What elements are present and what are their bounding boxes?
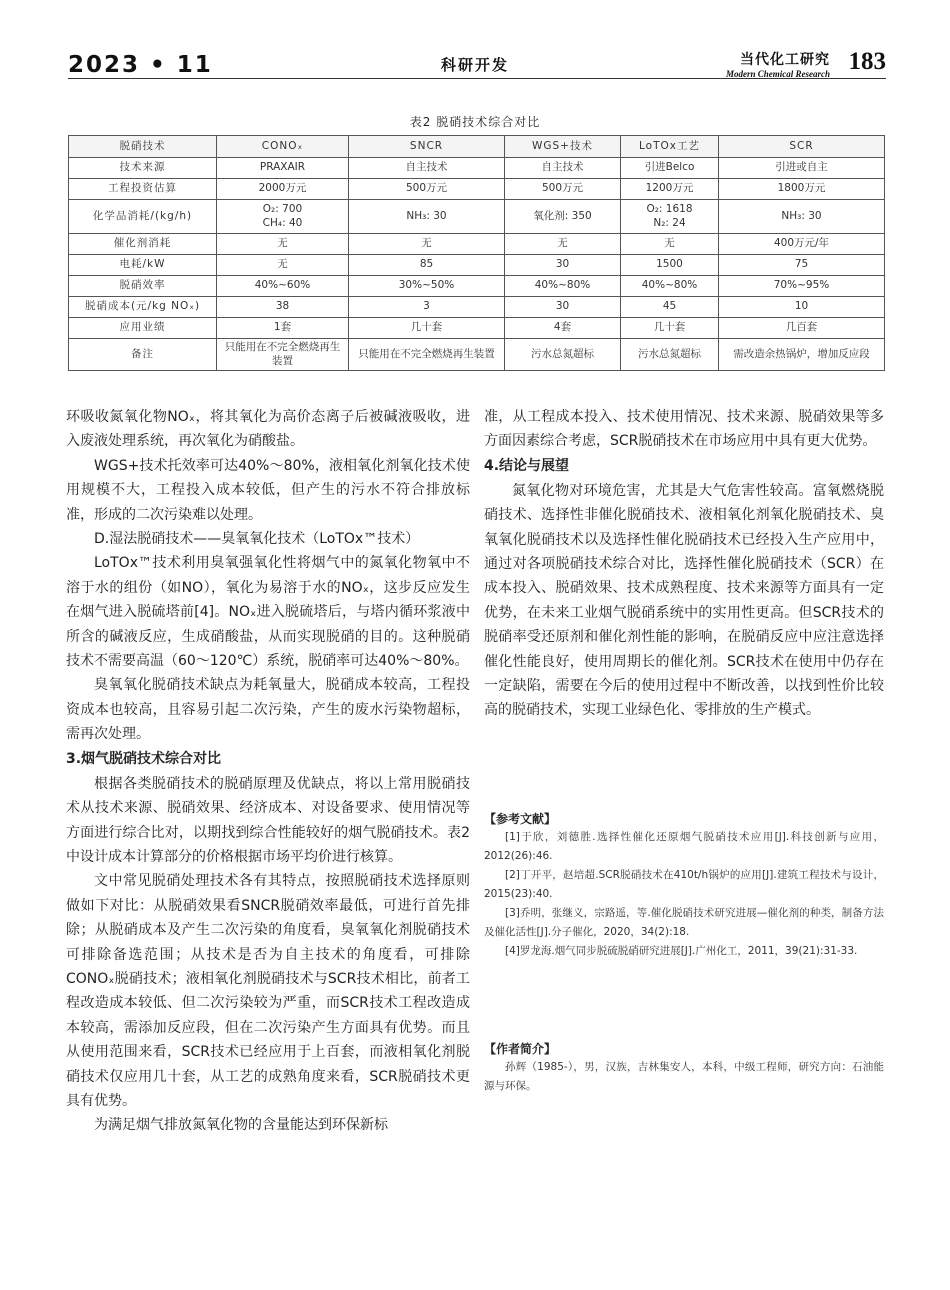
table-row [69,234,885,255]
table-header-cell: LoTOx工艺 [621,136,719,158]
table-cell: 38 [217,297,349,318]
paragraph: 环吸收氮氧化物NOₓ，将其氧化为高价态离子后被碱液吸收，进入废液处理系统，再次氧化为硝酸盐。 [66,409,470,450]
table-cell: 氧化剂: 350 [505,200,621,234]
table-row [69,318,885,339]
table-cell: 40%~80% [621,276,719,297]
table-cell: 自主技术 [349,158,505,179]
table-cell: 400万元/年 [719,234,885,255]
table-cell: 引进Belco [621,158,719,179]
row-header: 电耗/kW [69,255,217,276]
paragraph: 氮氧化物对环境危害，尤其是大气危害性较高。富氧燃烧脱硝技术、选择性非催化脱硝技术、液相氧化剂氧化脱硝技术、臭氧氧化脱硝技术以及选择性催化脱硝技术已经投入生产应用中，通过对各项脱硝技术综合对比，选择性催化脱硝技术（SCR）在成本投入、脱硝效果、技术成熟程度、技术来源等方面具有一定优势，在未来工业烟气脱硝系统中的实用性更高。但SCR技术的脱硝率受还原剂和催化剂性能的影响，在脱硝反应中应注意选择催化性能良好，使用周期长的催化剂。SCR技术在使用中仍存在一定缺陷，需要在今后的使用过程中不断改善，以找到性价比较高的脱硝技术，实现工业绿色化、零排放的生产模式。 [484,482,884,719]
table-row [69,158,885,179]
table-cell: PRAXAIR [217,158,349,179]
table-cell: 30 [505,297,621,318]
header-rule [68,78,886,79]
table-cell: 无 [505,234,621,255]
table-cell: 40%~60% [217,276,349,297]
journal-name-en: Modern Chemical Research [725,69,830,79]
table-cell: 自主技术 [505,158,621,179]
table-header-cell: SCR [719,136,885,158]
table-cell: 500万元 [349,179,505,200]
table-header-cell: WGS+技术 [505,136,621,158]
table-header-cell: SNCR [349,136,505,158]
table-cell: 2000万元 [217,179,349,200]
journal-name-cn: 当代化工研究 [740,52,830,68]
table-cell: 引进或自主 [719,158,885,179]
table-cell: 30%~50% [349,276,505,297]
subheading: D.湿法脱硝技术——臭氧氧化技术（LoTOx™技术） [94,531,420,548]
table-cell: NH₃: 30 [719,200,885,234]
chem-line: O₂: 1618 [646,203,693,216]
author-bio [484,1040,884,1096]
chem-line: N₂: 24 [653,216,686,229]
table-caption: 表2 脱硝技术综合对比 [409,115,541,129]
paragraph: 文中常见脱硝处理技术各有其特点，按照脱硝技术选择原则做如下对比：从脱硝效果看SNCR脱硝效率最低，可进行首先排除；从脱硝成本及产生二次污染的角度看，臭氧氧化剂脱硝技术可排除备选范围；从技术是否为自主技术的角度看，可排除CONOₓ脱硝技术；液相氧化剂脱硝技术与SCR技术相比，前者工程改造成本较低、但二次污染较为严重，而SCR技术工程改造成本较高，需添加反应段，但在二次污染产生方面具有优势。而且从使用范围来看，SCR技术已经应用于上百套，而液相氧化剂脱硝技术仅应用几十套，从工艺的成熟角度来看，SCR脱硝技术更具有优势。 [66,873,470,1109]
row-header: 催化剂消耗 [69,234,217,255]
table-header-cell: CONOₓ [217,136,349,158]
author-title: 【作者简介】 [484,1042,557,1056]
references-title: 【参考文献】 [484,812,557,826]
table-row [69,255,885,276]
table-cell: 几十套 [349,318,505,339]
reference-item: [1]于欣，刘德胜.选择性催化还原烟气脱硝技术应用[J].科技创新与应用，2012(26):46. [484,831,884,862]
row-header: 工程投资估算 [69,179,217,200]
table-row [69,297,885,318]
table-cell: 只能用在不完全燃烧再生装置 [349,339,505,371]
table-cell: 85 [349,255,505,276]
chem-line: CH₄: 40 [262,216,303,229]
paragraph: 准，从工程成本投入、技术使用情况、技术来源、脱硝效果等多方面因素综合考虑，SCR脱硝技术在市场应用中具有更大优势。 [484,409,884,450]
table-cell: 需改造余热锅炉，增加反应段 [719,339,885,371]
right-column [484,405,884,723]
table-cell: 10 [719,297,885,318]
table-cell: 几百套 [719,318,885,339]
table-cell: 只能用在不完全燃烧再生装置 [217,339,349,371]
table-cell: 40%~80% [505,276,621,297]
table-cell: 30 [505,255,621,276]
table-cell [217,200,349,234]
table-cell: 1200万元 [621,179,719,200]
table-cell: 1套 [217,318,349,339]
table-row [69,200,885,234]
table-cell: NH₃: 30 [349,200,505,234]
row-header: 备注 [69,339,217,371]
paragraph: 根据各类脱硝技术的脱硝原理及优缺点，将以上常用脱硝技术从技术来源、脱硝效果、经济成本、对设备要求、使用情况等方面进行综合比对，以期找到综合性能较好的烟气脱硝技术。表2中设计成本计算部分的价格根据市场平均价进行核算。 [66,775,470,865]
table-header-row [69,136,885,158]
paragraph: WGS+技术托效率可达40%～80%，液相氧化剂氧化技术使用规模不大，工程投入成本较低，但产生的污水不符合排放标准，形成的二次污染难以处理。 [66,457,470,523]
page-number: 183 [848,48,886,75]
paragraph: 臭氧氧化脱硝技术缺点为耗氧量大，脱硝成本较高，工程投资成本也较高，且容易引起二次污染，产生的废水污染物超标，需再次处理。 [66,677,470,743]
reference-item: [2]丁开平，赵培超.SCR脱硝技术在410t/h锅炉的应用[J].建筑工程技术与设计，2015(23):40. [484,869,884,900]
section-heading: 4.结论与展望 [484,457,570,474]
table-cell: 污水总氮超标 [505,339,621,371]
table-cell: 4套 [505,318,621,339]
table-cell: 70%~95% [719,276,885,297]
references [484,810,884,961]
table-header-cell: 脱硝技术 [69,136,217,158]
row-header: 脱硝效率 [69,276,217,297]
table-cell: 45 [621,297,719,318]
paragraph: LoTOx™技术利用臭氧强氧化性将烟气中的氮氧化物氧中不溶于水的组份（如NO），氧化为易溶于水的NOₓ，这步反应发生在烟气进入脱硫塔前[4]。NOₓ进入脱硫塔后，与塔内循环浆液中所含的碱液反应，生成硝酸盐，从而实现脱硝的目的。这种脱硝技术不需要高温（60～120℃）系统，脱硝率可达40%～80%。 [66,555,470,670]
table-cell: 污水总氮超标 [621,339,719,371]
author-text: 孙辉（1985-），男，汉族，吉林集安人，本科，中级工程师，研究方向：石油能源与环保。 [484,1061,884,1092]
left-column [66,405,470,1138]
table-row [69,179,885,200]
table-cell: 1500 [621,255,719,276]
table-cell: 500万元 [505,179,621,200]
journal-name [726,49,830,79]
table-cell: 3 [349,297,505,318]
table-cell [621,200,719,234]
table-row [69,339,885,371]
row-header: 应用业绩 [69,318,217,339]
section-title: 科研开发 [440,56,509,74]
table-cell: 无 [621,234,719,255]
section-heading: 3.烟气脱硝技术综合对比 [66,750,222,767]
paragraph: 为满足烟气排放氮氧化物的含量能达到环保新标 [94,1117,388,1134]
comparison-table [68,135,884,371]
chem-line: O₂: 700 [262,203,303,216]
row-header: 脱硝成本(元/kg NOₓ) [69,297,217,318]
table-cell: 1800万元 [719,179,885,200]
table-cell: 无 [217,234,349,255]
row-header: 技术来源 [69,158,217,179]
table-cell: 75 [719,255,885,276]
table-cell: 无 [349,234,505,255]
row-header: 化学品消耗/(kg/h) [69,200,217,234]
reference-item: [4]罗龙海.烟气同步脱硫脱硝研究进展[J].广州化工，2011，39(21):31-33. [505,945,858,957]
table-row [69,276,885,297]
table-cell: 无 [217,255,349,276]
table-cell: 几十套 [621,318,719,339]
reference-item: [3]乔明，张继义，宗路遥，等.催化脱硝技术研究进展—催化剂的种类，制备方法及催化活性[J].分子催化，2020，34(2):18. [484,907,884,938]
issue-label: 2023 • 11 [68,52,213,78]
